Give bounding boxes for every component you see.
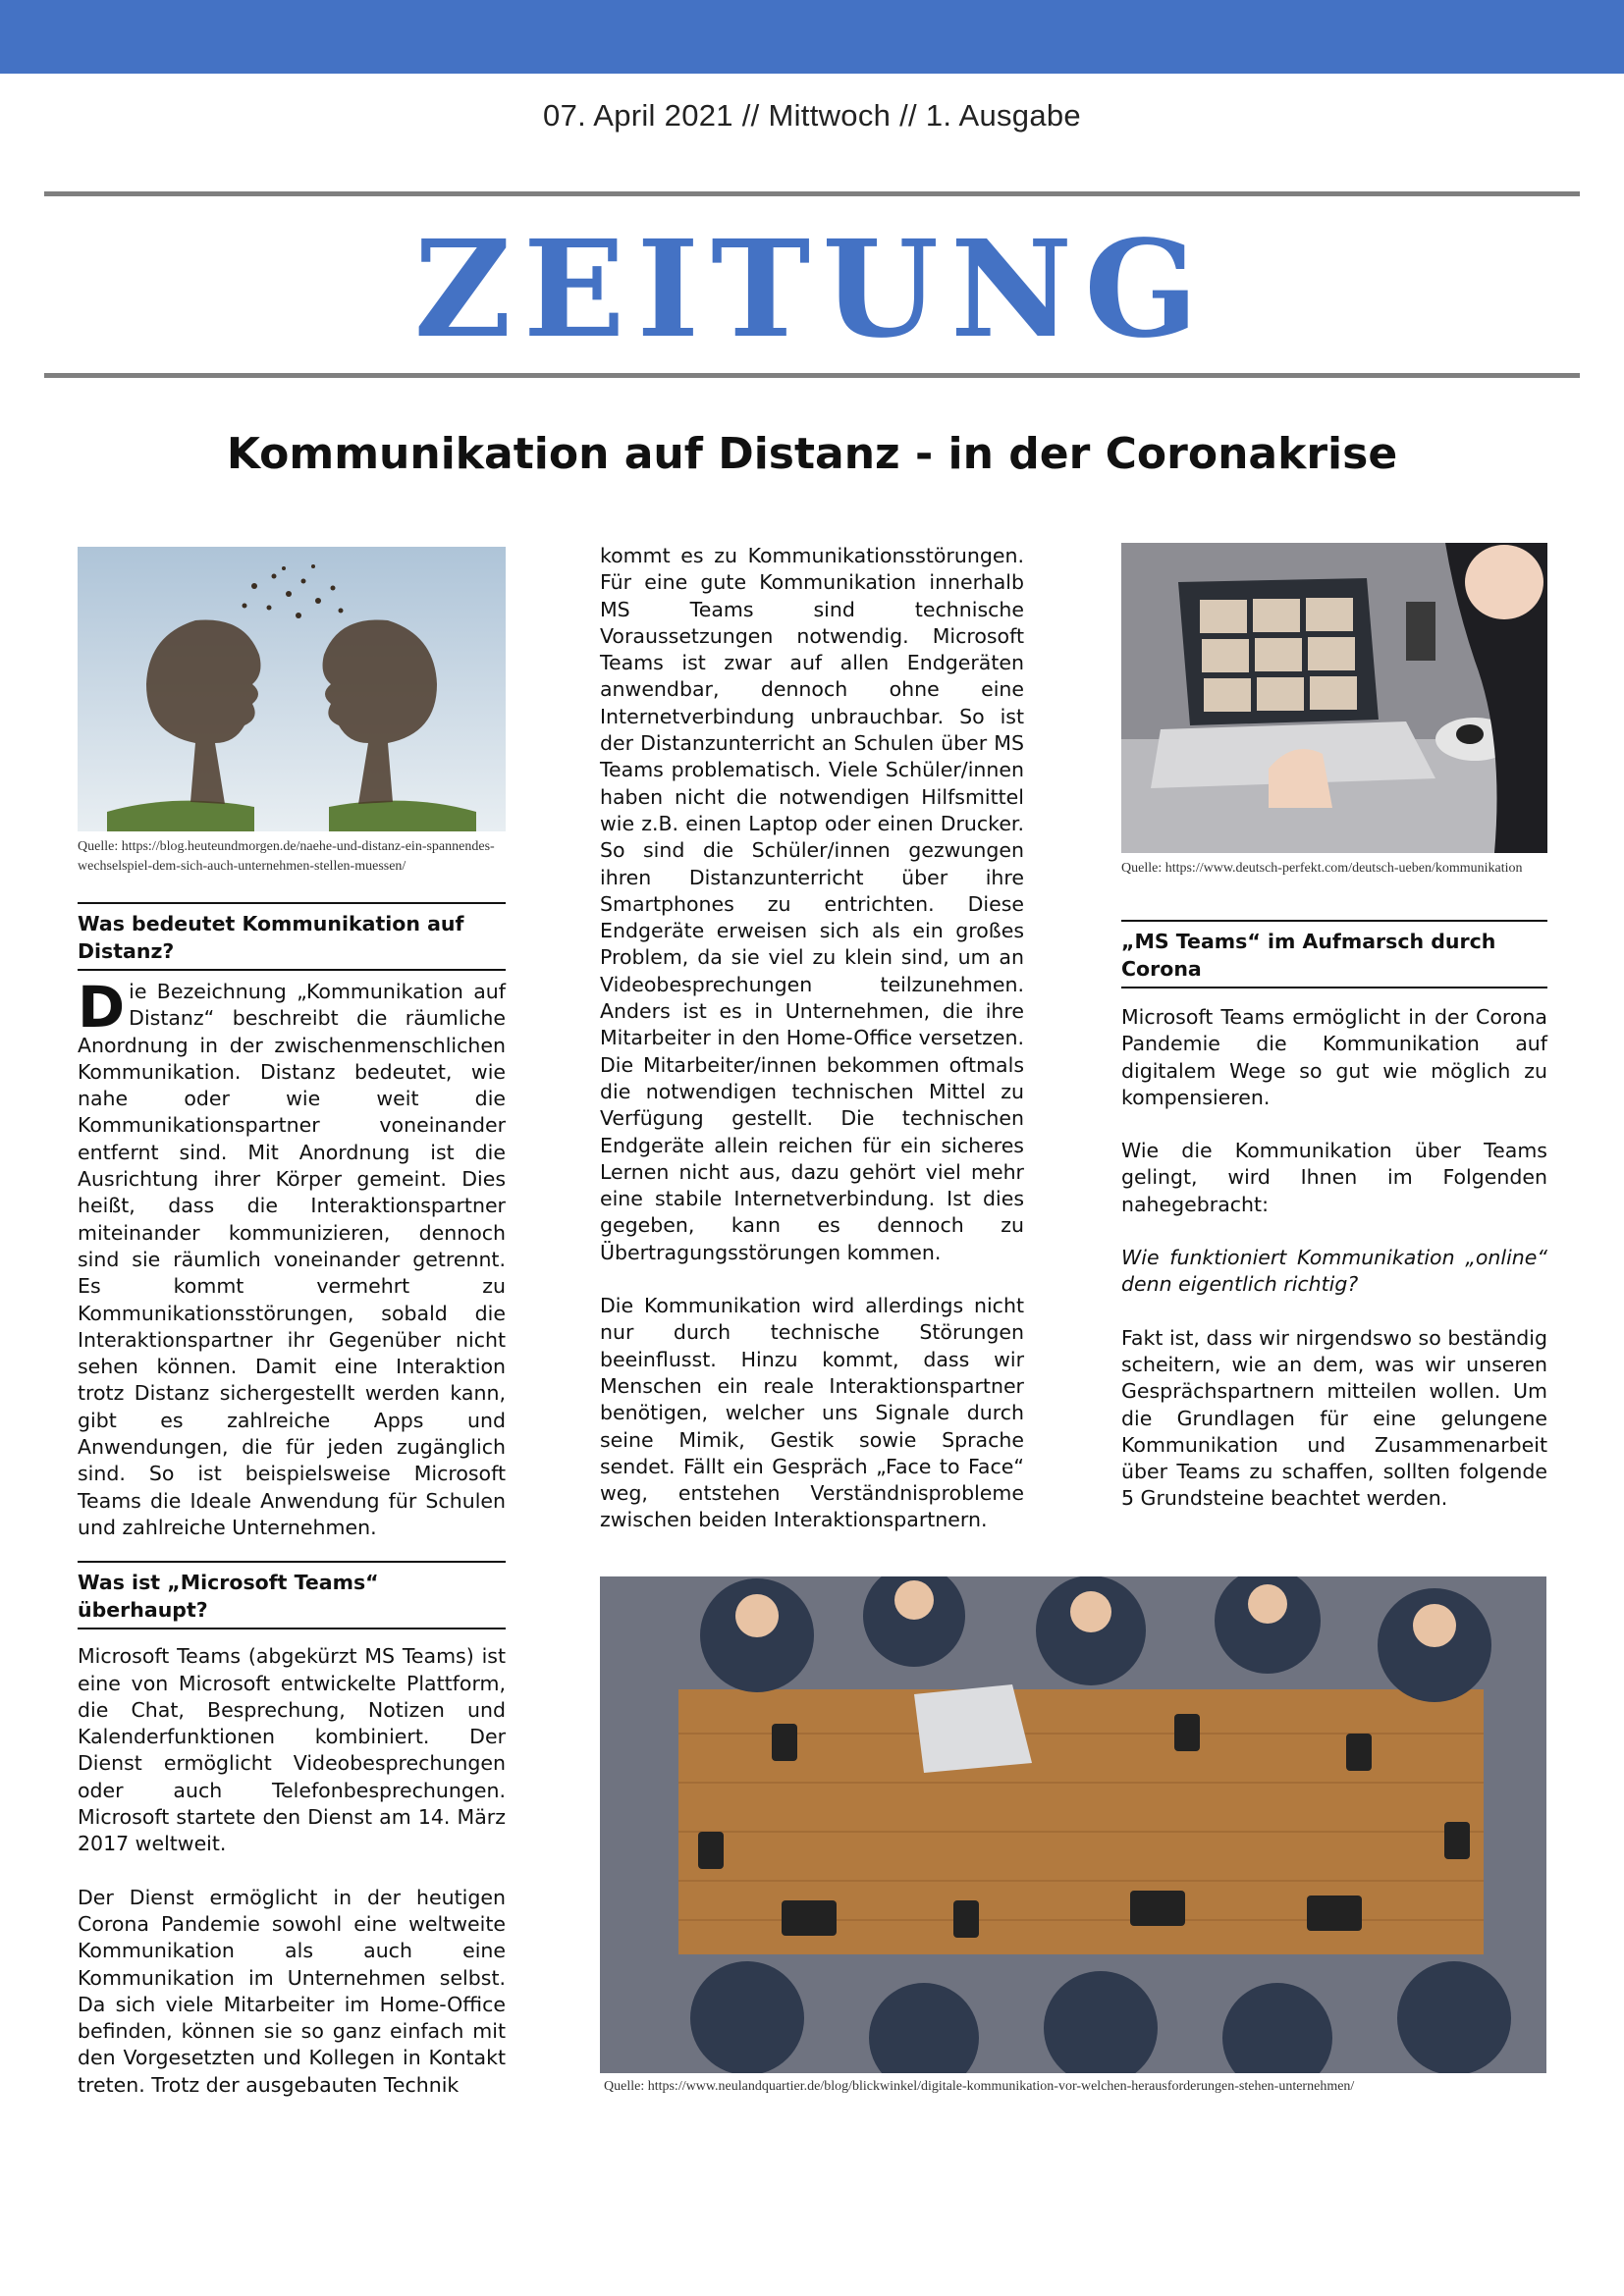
dateline: 07. April 2021 // Mittwoch // 1. Ausgabe [543,98,1081,133]
top-color-bar [0,0,1624,74]
image-meeting-table [600,1576,1546,2073]
middle-paragraph-2: Die Kommunikation wird allerdings nicht nur durch technische Störungen beeinflusst. Hinzu kommt, dass wir Menschen ein reale Interaktionspartner benötigen, welcher uns Signale durch seine Mimik, Gestik sowie Sprache sendet. Fällt ein Gespräch „Face to Face“ weg, entstehen Verständnisprobleme zwischen beiden Interaktionspartnern. [600,1294,1024,1532]
heads-image-caption: Quelle: https://blog.heuteundmorgen.de/naehe-und-distanz-ein-spannendes-wechselspiel-dem-sich-auch-unternehmen-stellen-muessen/ [78,839,495,874]
page-headline: Kommunikation auf Distanz - in der Coronakrise [226,429,1398,479]
section-body-distanz: Die Bezeichnung „Kommunikation auf Distanz“ beschreibt die räumliche Anordnung in der zwischenmenschlichen Kommunikation. Distanz bedeutet, wie nahe oder wie weit die Kommunikationspartner voneinander entfernt sind. Mit Anordnung ist die Ausrichtung ihrer Körper gemeint. Dies heißt, dass die Interaktionspartner miteinander kommunizieren, dennoch sind sie räumlich voneinander getrennt. Es kommt vermehrt zu Kommunikationsstörungen, sobald die Interaktionspartner ihr Gegenüber nicht sehen können. Damit eine Interaktion trotz Distanz sichergestellt werden kann, gibt es zahlreiche Apps und Anwendungen, die für jeden zugänglich sind. So ist beispielsweise Microsoft Teams die Ideale Anwendung für Schulen und zahlreiche Unternehmen. [78,974,506,1539]
column-middle [600,543,1024,1534]
column-right [1121,543,1547,1513]
tree-heads-illustration [78,547,506,831]
image-tree-heads [78,547,506,831]
right-paragraph-2: Wie die Kommunikation über Teams gelingt, wird Ihnen im Folgenden nahegebracht: [1121,1139,1547,1216]
masthead-rule-bottom [44,373,1580,378]
meeting-table-illustration [600,1576,1546,2073]
right-paragraph-3: Fakt ist, dass wir nirgendswo so beständig scheitern, wie an dem, was wir unseren Gesprächspartnern mitteilen wollen. Um die Grundlagen für eine gelungene Kommunikation und Zusammenarbeit über Teams zu schaffen, sollten folgende 5 Grundsteine beachtet werden. [1121,1325,1547,1511]
right-question: Wie funktioniert Kommunikation „online“ denn eigentlich richtig? [1121,1246,1547,1297]
ms-teams-paragraph-1: Microsoft Teams (abgekürzt MS Teams) ist eine von Microsoft entwickelte Plattform, die Chat, Besprechung, Notizen und Kalenderfunktionen kombiniert. Der Dienst ermöglicht Videobesprechungen oder auch Telefonbesprechungen. Microsoft startete den Dienst am 14. März 2017 weltweit. [78,1644,506,1856]
ms-teams-paragraph-2: Der Dienst ermöglicht in der heutigen Corona Pandemie sowohl eine weltweite Kommunikation als auch eine Kommunikation im Unternehmen selbst. Da sich viele Mitarbeiter im Home-Office befinden, können sie so ganz einfach mit den Vorgesetzten und Kollegen in Kontakt treten. Trotz der ausgebauten Technik [78,1885,506,2097]
masthead-title: ZEITUNG [413,211,1211,368]
video-call-illustration [1121,543,1547,853]
masthead-rule-top [44,191,1580,196]
middle-paragraph-1: kommt es zu Kommunikationsstörungen. Für eine gute Kommunikation innerhalb MS Teams sind technische Voraussetzungen notwendig. Microsoft Teams ist zwar auf allen Endgeräten anwendbar, dennoch ohne eine Internetverbindung unbrauchbar. So ist der Distanzunterricht an Schulen über MS Teams problematisch. Viele Schüler/innen haben nicht die notwendigen Hilfsmittel wie z.B. einen Laptop oder einen Drucker. So sind die Schüler/innen gezwungen ihren Distanzunterricht über ihre Smartphones zu entrichten. Diese Endgeräte erweisen sich als ein großes Problem, da sie viel zu klein sind, um an Videobesprechungen teilzunehmen. Anders ist es in Unternehmen, die ihre Mitarbeiter in den Home-Office versetzen. Die Mitarbeiter/innen bekommen oftmals die notwendigen technischen Mittel zu Verfügung gestellt. Die technischen Endgeräte allein reichen für ein sicheres Lernen nicht aus, dazu gehört viel mehr eine stabile Internetverbindung. Ist dies gegeben, kann es dennoch zu Übertragungsstörungen kommen. [600,544,1024,1264]
right-paragraph-1: Microsoft Teams ermöglicht in der Corona Pandemie die Kommunikation auf digitalem Wege so gut wie möglich zu kompensieren. [1121,1005,1547,1109]
image-video-call [1121,543,1547,853]
dropcap-letter: D [78,974,126,1041]
column-left [78,547,506,2099]
section-title-distanz: Was bedeutet Kommunikation auf Distanz? [78,902,506,971]
section-title-ms-teams: Was ist „Microsoft Teams“ überhaupt? [78,1561,506,1629]
meeting-image-caption: Quelle: https://www.neulandquartier.de/blog/blickwinkel/digitale-kommunikation-vor-welchen-herausforderungen-stehen-unternehmen/ [604,2079,1355,2094]
section-title-ms-teams-aufmarsch: „MS Teams“ im Aufmarsch durch Corona [1121,920,1547,988]
video-call-image-caption: Quelle: https://www.deutsch-perfekt.com/deutsch-ueben/kommunikation [1121,861,1523,876]
